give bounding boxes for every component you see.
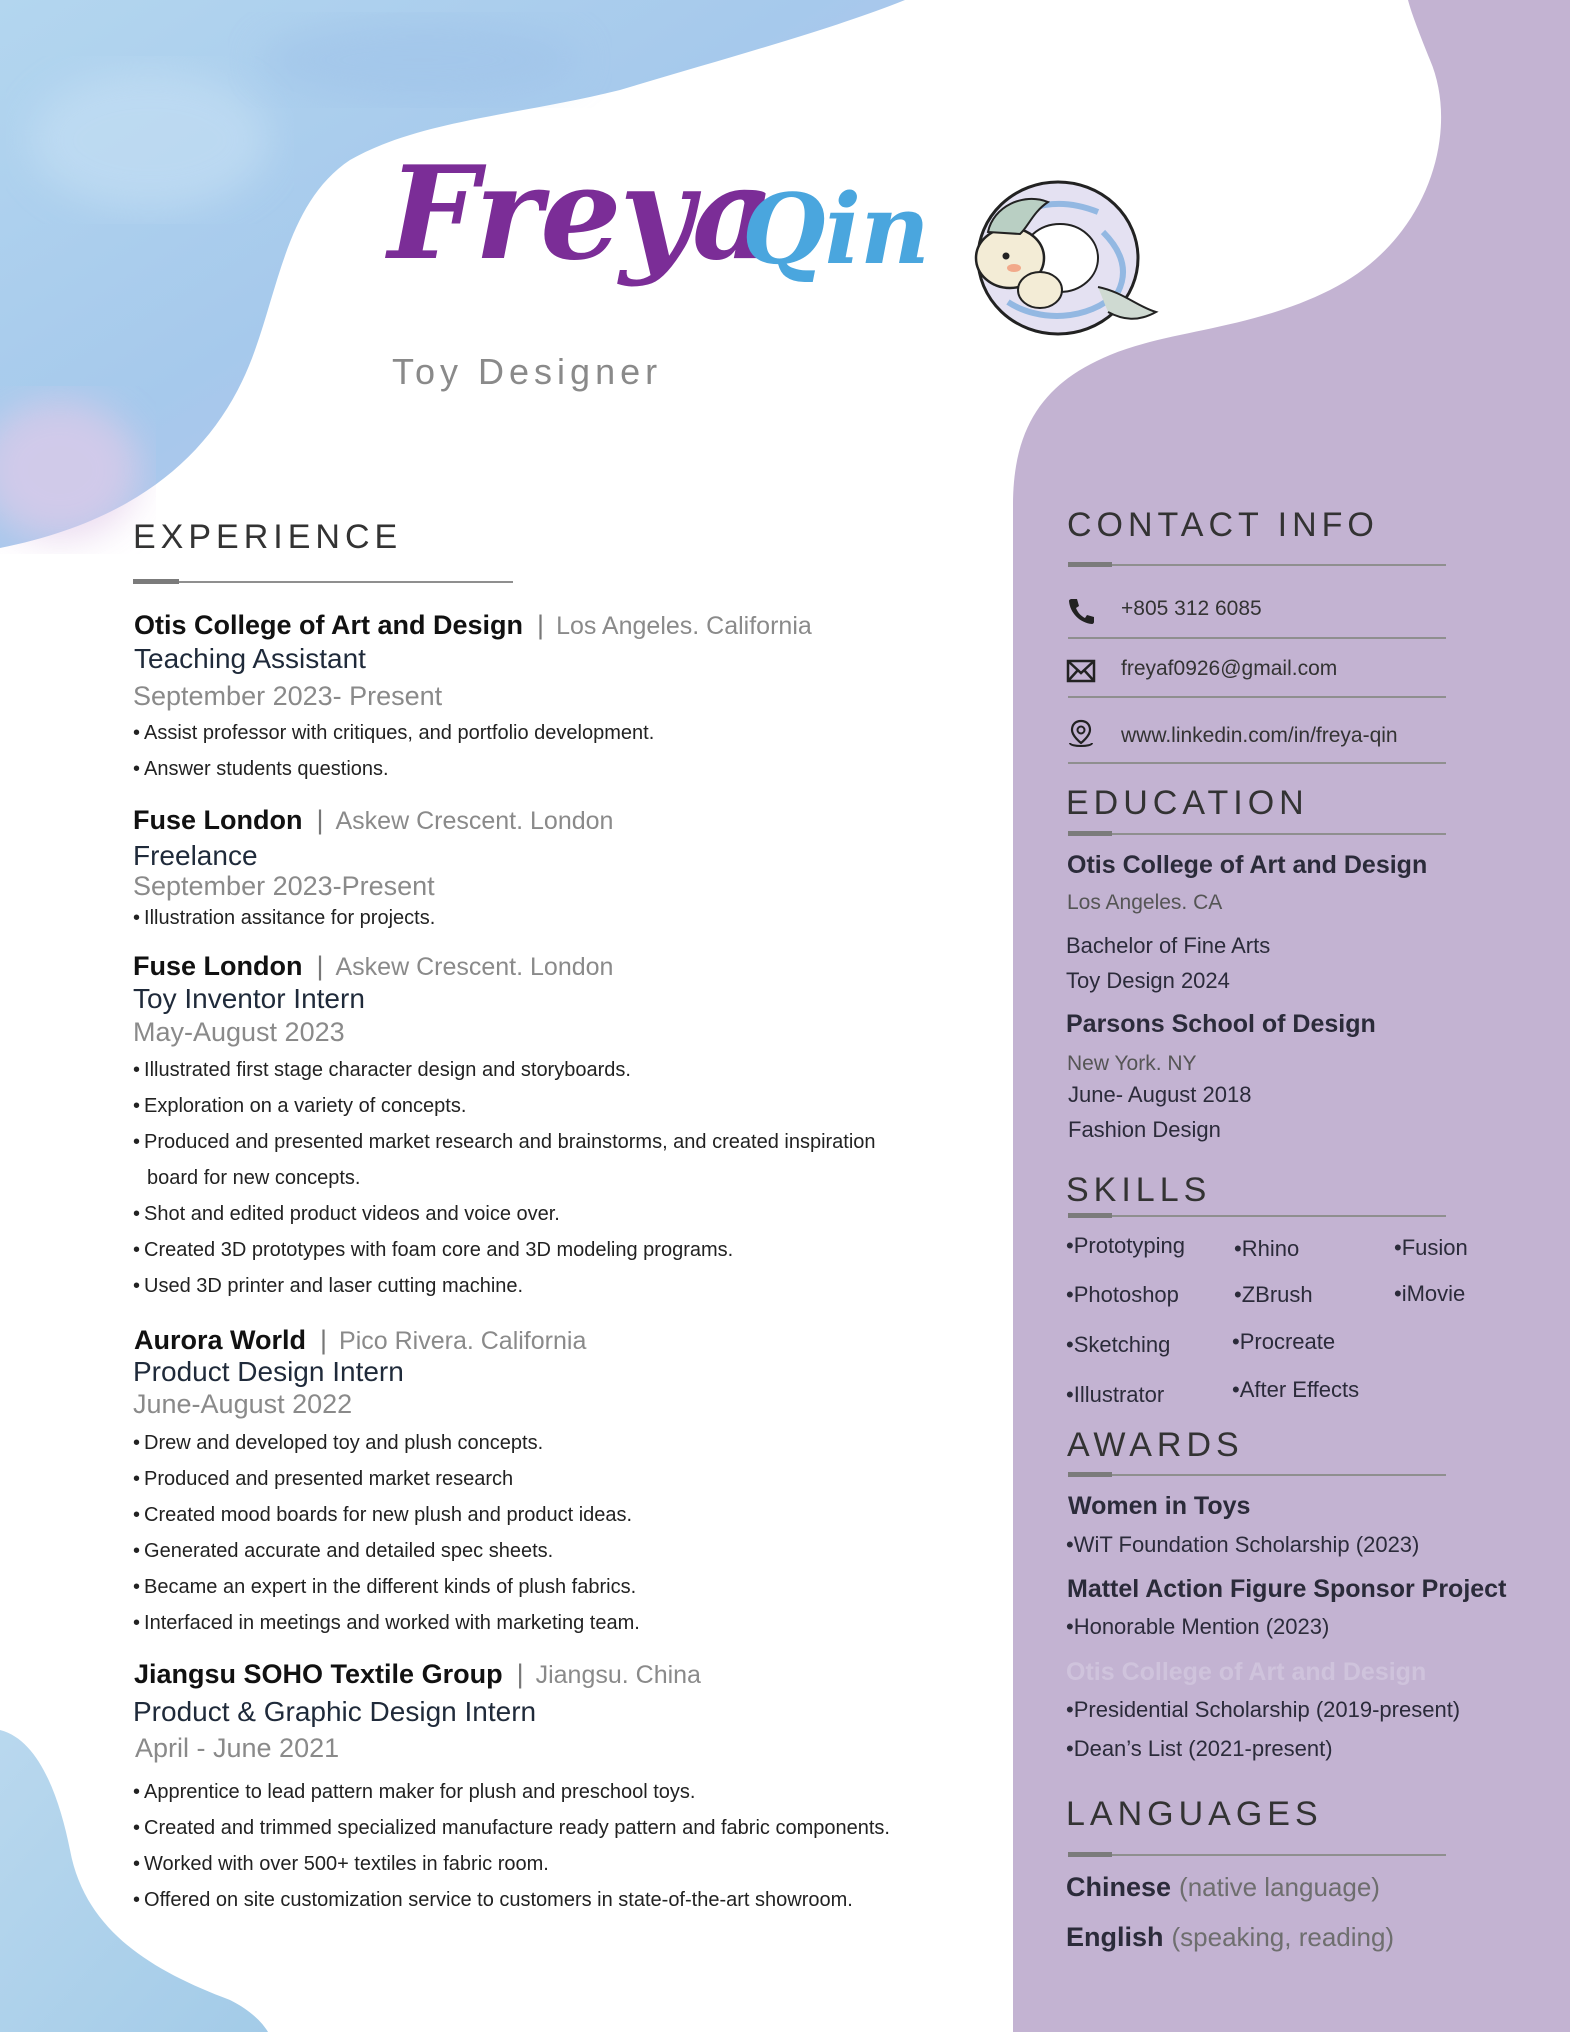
contact-email[interactable]: freyaf0926@gmail.com xyxy=(1121,657,1338,680)
awards-heading: AWARDS xyxy=(1067,1426,1244,1464)
contact-row-divider xyxy=(1068,637,1446,639)
skill-item: • Illustrator xyxy=(1066,1384,1164,1406)
school-major: Toy Design 2024 xyxy=(1066,968,1230,993)
school-location: New York. NY xyxy=(1067,1052,1197,1075)
skill-item: • ZBrush xyxy=(1234,1284,1313,1306)
job-company: Jiangsu SOHO Textile Group xyxy=(134,1659,503,1689)
list-item: • Created 3D prototypes with foam core and 3D modeling programs. xyxy=(133,1232,903,1268)
education-divider-accent xyxy=(1068,831,1112,836)
job-role: Toy Inventor Intern xyxy=(133,983,365,1014)
school-dates: June- August 2018 xyxy=(1068,1082,1252,1107)
award-item: • Honorable Mention (2023) xyxy=(1066,1616,1329,1638)
skill-item: • Sketching xyxy=(1066,1334,1170,1356)
language-level: (native language) xyxy=(1179,1872,1380,1902)
skill-item: • Rhino xyxy=(1234,1238,1299,1260)
languages-divider-accent xyxy=(1068,1852,1112,1857)
skill-item: • Fusion xyxy=(1394,1237,1468,1259)
job-5-bullets xyxy=(133,1774,923,1918)
contact-row-divider xyxy=(1068,696,1446,698)
list-item: • Produced and presented market research and brainstorms, and created inspiration board for new concepts. xyxy=(133,1124,903,1196)
languages-heading: LANGUAGES xyxy=(1066,1795,1323,1833)
job-1-bullets xyxy=(133,715,913,787)
separator: | xyxy=(316,805,324,835)
list-item: • Answer students questions. xyxy=(133,751,913,787)
horse-donut-mascot-icon xyxy=(948,172,1162,344)
awards-divider xyxy=(1068,1474,1446,1476)
contact-row-divider xyxy=(1068,762,1446,764)
job-location: Los Angeles. California xyxy=(556,612,812,640)
list-item: • Illustration assitance for projects. xyxy=(133,900,913,936)
list-item: • Illustrated first stage character design and storyboards. xyxy=(133,1052,903,1088)
list-item: • Created and trimmed specialized manufacture ready pattern and fabric components. xyxy=(133,1810,923,1846)
contact-heading: CONTACT INFO xyxy=(1067,506,1379,544)
separator: | xyxy=(516,1659,524,1689)
contact-divider xyxy=(1068,564,1446,566)
job-role: Product & Graphic Design Intern xyxy=(133,1696,537,1727)
list-item: • Worked with over 500+ textiles in fabric room. xyxy=(133,1846,923,1882)
job-dates: April - June 2021 xyxy=(135,1733,340,1763)
job-company: Fuse London xyxy=(133,951,303,981)
job-role: Teaching Assistant xyxy=(134,643,366,674)
skills-heading: SKILLS xyxy=(1066,1171,1212,1209)
education-heading: EDUCATION xyxy=(1066,784,1309,822)
job-title: Toy Designer xyxy=(392,351,663,392)
language-name: Chinese xyxy=(1066,1872,1172,1902)
name-first: Freya xyxy=(388,139,773,289)
job-1-header xyxy=(134,612,812,639)
list-item: • Shot and edited product videos and voice over. xyxy=(133,1196,903,1232)
list-item: • Exploration on a variety of concepts. xyxy=(133,1088,903,1124)
separator: | xyxy=(537,610,545,640)
award-item: • WiT Foundation Scholarship (2023) xyxy=(1066,1534,1419,1556)
job-location: Askew Crescent. London xyxy=(335,807,614,835)
job-3-bullets xyxy=(133,1052,903,1304)
skill-item: • Photoshop xyxy=(1066,1284,1179,1306)
job-dates: September 2023- Present xyxy=(133,681,443,711)
experience-divider-accent xyxy=(133,579,179,584)
education-divider xyxy=(1068,833,1446,835)
skills-divider-accent xyxy=(1068,1213,1112,1218)
job-role: Freelance xyxy=(133,840,258,871)
list-item: • Used 3D printer and laser cutting machine. xyxy=(133,1268,903,1304)
skill-item: • iMovie xyxy=(1394,1283,1465,1305)
list-item: • Interfaced in meetings and worked with marketing team. xyxy=(133,1605,913,1641)
separator: | xyxy=(320,1325,328,1355)
school-location: Los Angeles. CA xyxy=(1067,891,1223,914)
skill-item: • Procreate xyxy=(1232,1331,1335,1353)
award-title: Women in Toys xyxy=(1068,1492,1251,1520)
job-location: Pico Rivera. California xyxy=(339,1327,587,1355)
list-item: • Assist professor with critiques, and portfolio development. xyxy=(133,715,913,751)
job-5-header xyxy=(134,1661,701,1688)
list-item: • Became an expert in the different kinds of plush fabrics. xyxy=(133,1569,913,1605)
contact-phone: +805 312 6085 xyxy=(1121,597,1262,620)
language-level: (speaking, reading) xyxy=(1171,1922,1395,1952)
language-row xyxy=(1066,1872,1380,1903)
location-pin-icon xyxy=(1066,719,1096,749)
envelope-icon xyxy=(1066,656,1096,686)
job-company: Aurora World xyxy=(134,1325,307,1355)
school-name: Parsons School of Design xyxy=(1066,1010,1376,1038)
list-item: • Apprentice to lead pattern maker for plush and preschool toys. xyxy=(133,1774,923,1810)
job-location: Askew Crescent. London xyxy=(335,953,614,981)
phone-icon xyxy=(1066,596,1096,626)
job-dates: June-August 2022 xyxy=(133,1389,353,1419)
job-company: Fuse London xyxy=(133,805,303,835)
contact-divider-accent xyxy=(1068,562,1112,567)
award-item: • Presidential Scholarship (2019-present) xyxy=(1066,1699,1460,1721)
list-item: • Produced and presented market research xyxy=(133,1461,913,1497)
job-company: Otis College of Art and Design xyxy=(134,610,524,640)
job-2-header xyxy=(133,807,613,834)
languages-divider xyxy=(1068,1854,1446,1856)
award-item: • Dean’s List (2021-present) xyxy=(1066,1738,1333,1760)
contact-linkedin[interactable]: www.linkedin.com/in/freya-qin xyxy=(1121,724,1398,747)
experience-heading: EXPERIENCE xyxy=(133,518,403,556)
job-3-header xyxy=(133,953,613,980)
awards-divider-accent xyxy=(1068,1472,1112,1477)
list-item: • Created mood boards for new plush and product ideas. xyxy=(133,1497,913,1533)
job-dates: September 2023-Present xyxy=(133,871,435,901)
skill-item: • After Effects xyxy=(1232,1379,1359,1401)
list-item: • Offered on site customization service to customers in state-of-the-art showroom. xyxy=(133,1882,923,1918)
list-item: • Generated accurate and detailed spec sheets. xyxy=(133,1533,913,1569)
job-dates: May-August 2023 xyxy=(133,1017,345,1047)
school-name: Otis College of Art and Design xyxy=(1067,851,1428,879)
language-row xyxy=(1066,1922,1394,1953)
job-4-bullets xyxy=(133,1425,913,1641)
job-2-bullets xyxy=(133,900,913,936)
award-title-faded: Otis College of Art and Design xyxy=(1066,1658,1427,1686)
name-last: Qin xyxy=(742,173,929,286)
school-degree: Bachelor of Fine Arts xyxy=(1066,933,1271,958)
list-item: • Drew and developed toy and plush concepts. xyxy=(133,1425,913,1461)
school-major: Fashion Design xyxy=(1068,1117,1221,1142)
job-4-header xyxy=(134,1327,586,1354)
job-role: Product Design Intern xyxy=(133,1356,404,1387)
award-title: Mattel Action Figure Sponsor Project xyxy=(1067,1575,1507,1603)
skill-item: • Prototyping xyxy=(1066,1235,1185,1257)
language-name: English xyxy=(1066,1922,1164,1952)
experience-divider xyxy=(133,581,513,583)
skills-divider xyxy=(1068,1215,1446,1217)
job-location: Jiangsu. China xyxy=(535,1661,701,1689)
separator: | xyxy=(316,951,324,981)
